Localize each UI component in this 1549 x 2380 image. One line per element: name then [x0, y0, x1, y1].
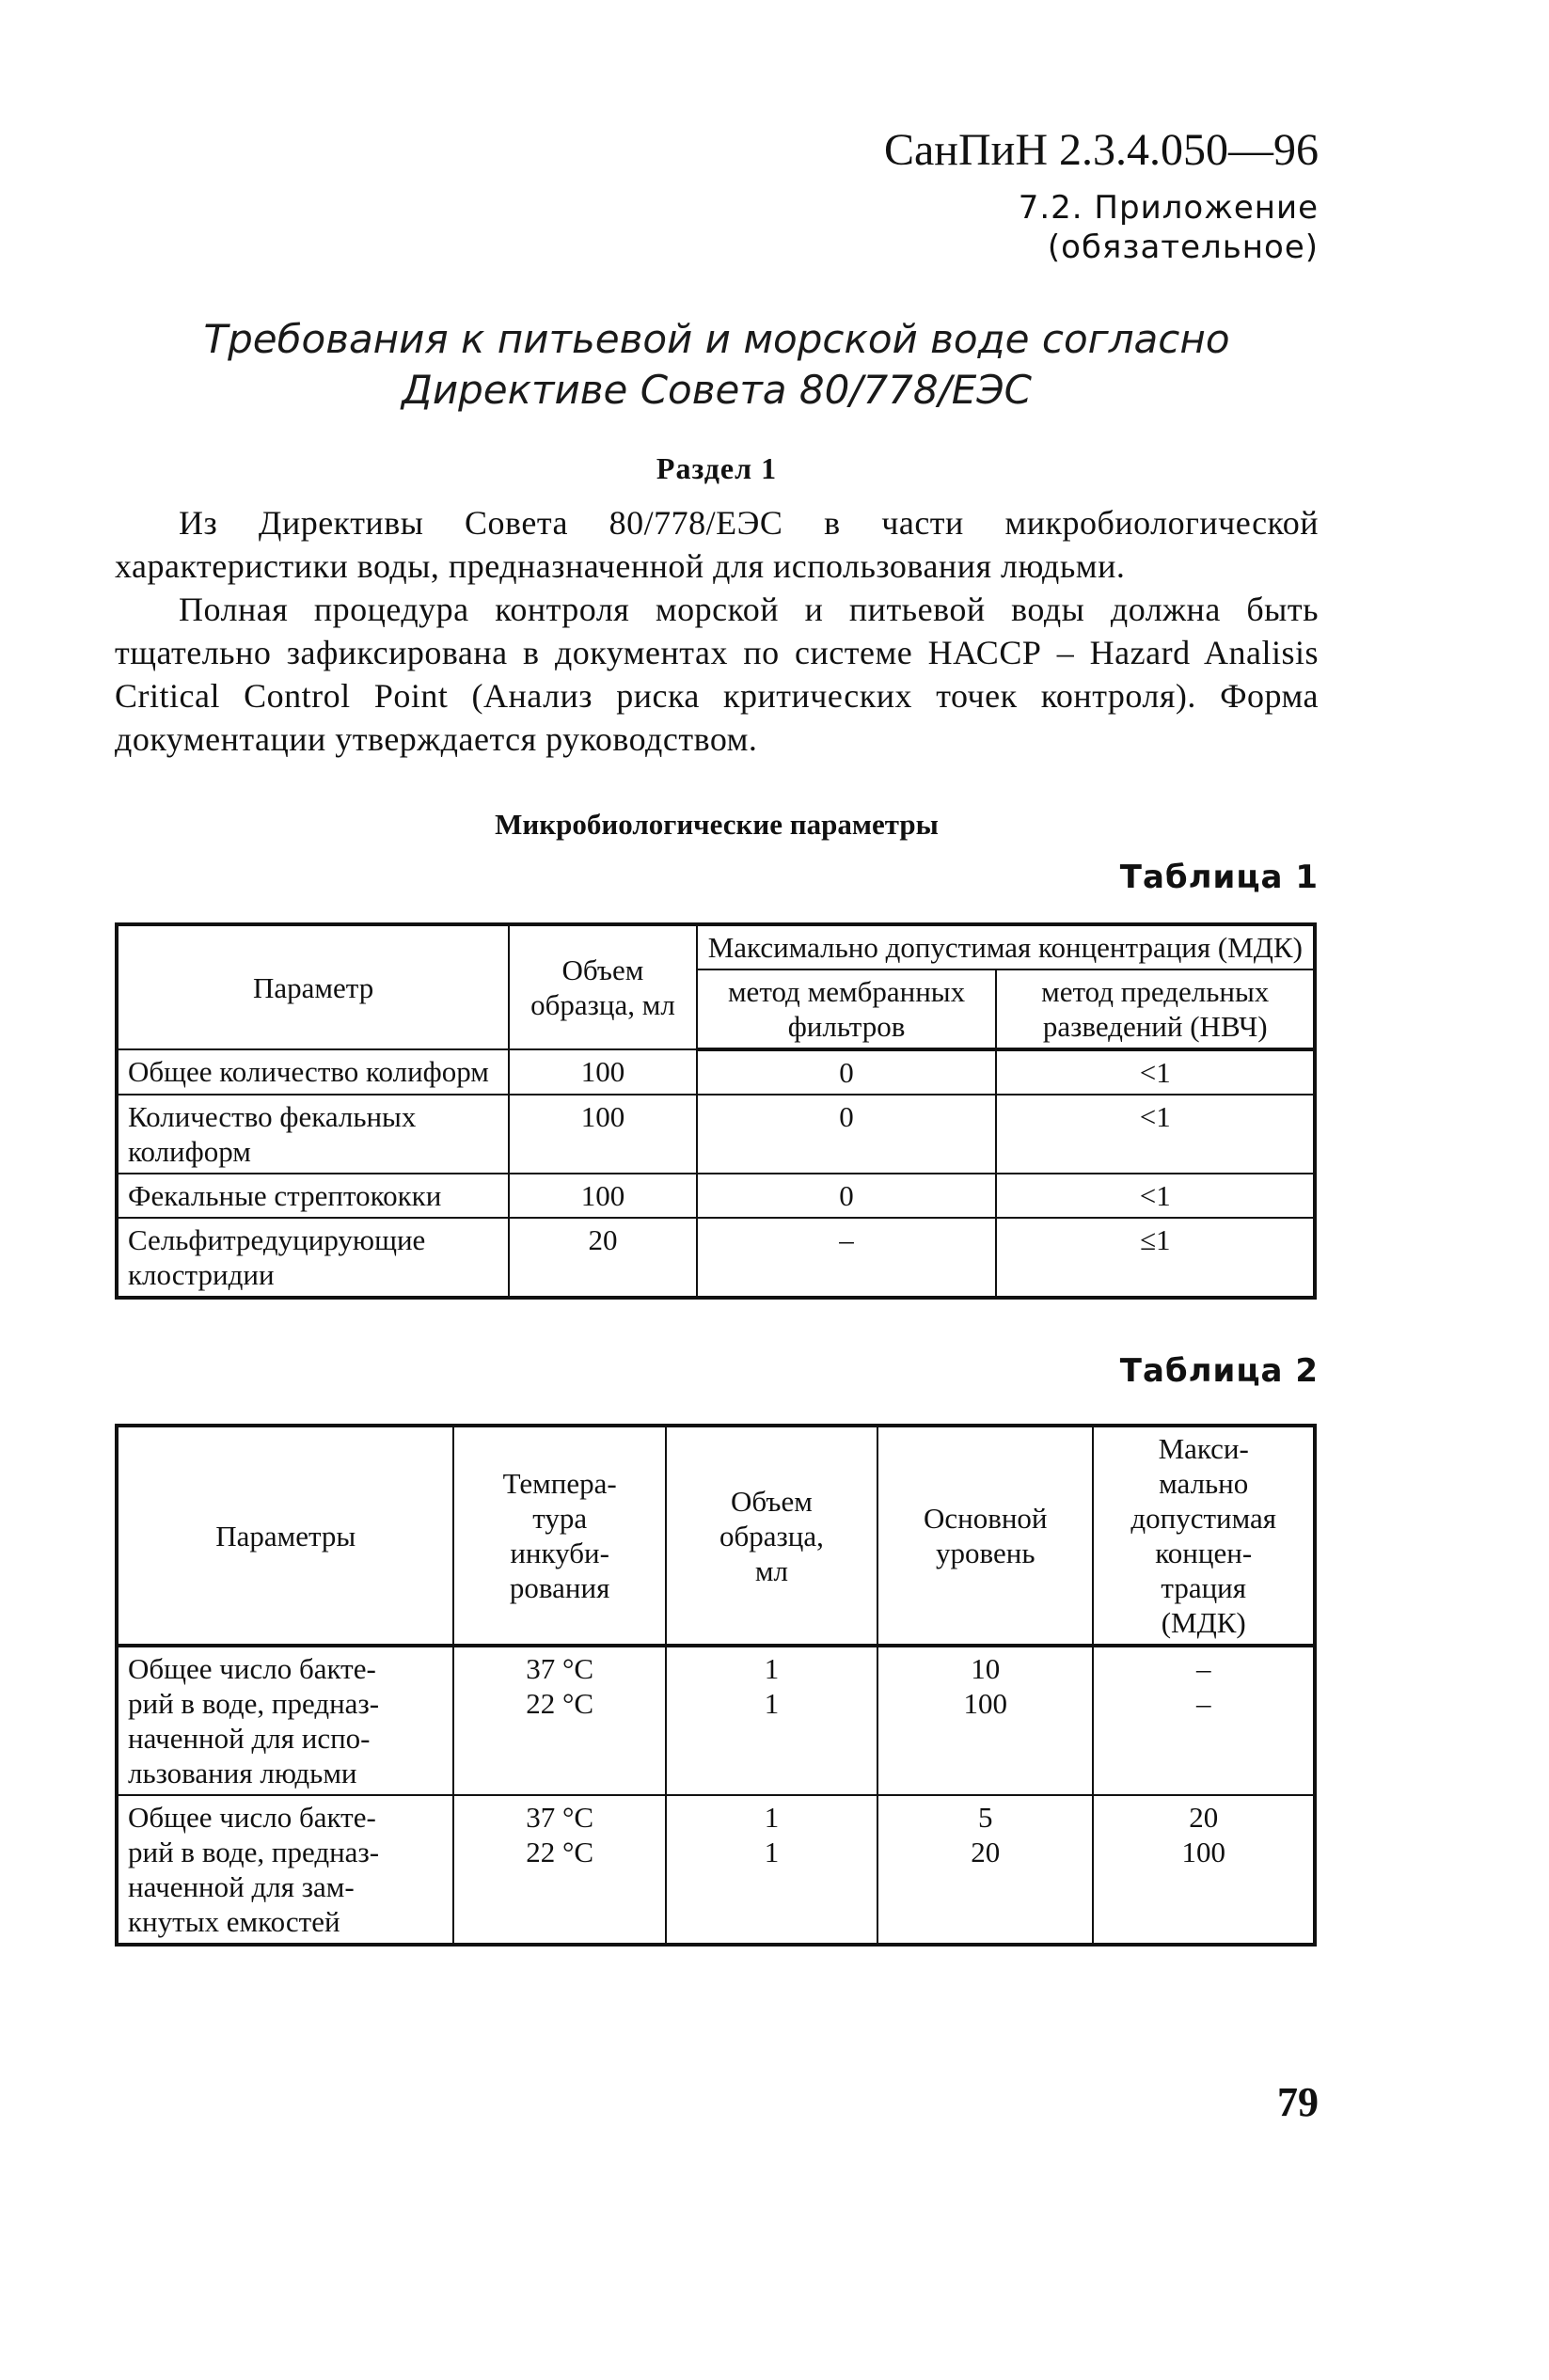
- table2-header-temperature: Темпера- тура инкуби- рования: [453, 1426, 665, 1646]
- table-cell: <1: [996, 1049, 1315, 1095]
- table-cell: Общее количество колиформ: [117, 1049, 509, 1095]
- table1-caption: Таблица 1: [1119, 859, 1319, 896]
- title-line-2: Директиве Совета 80/778/ЕЭС: [402, 367, 1032, 413]
- table-row: [117, 1795, 1315, 1945]
- table-cell: ≤1: [996, 1218, 1315, 1298]
- table-cell: 20 100: [1093, 1795, 1315, 1945]
- table-row: [117, 1049, 1315, 1095]
- table2-header-mdk: Макси- мально допустимая концен- трация (МДК): [1093, 1426, 1315, 1646]
- document-page: [115, 122, 1319, 1947]
- table-cell: 100: [509, 1095, 696, 1174]
- table1-header-volume: Объем образца, мл: [509, 924, 696, 1049]
- table-cell: 0: [697, 1174, 997, 1218]
- table-cell: 100: [509, 1049, 696, 1095]
- table-cell: 1 1: [666, 1795, 877, 1945]
- table-cell: –: [697, 1218, 997, 1298]
- table-cell: <1: [996, 1174, 1315, 1218]
- table-row: [117, 1174, 1315, 1218]
- document-title: [115, 314, 1319, 416]
- table-cell: 100: [509, 1174, 696, 1218]
- table-cell: Фекальные стрептококки: [117, 1174, 509, 1218]
- section-heading: Раздел 1: [656, 451, 778, 485]
- appendix-label: [115, 188, 1319, 267]
- table1-header-method-membrane: метод мембранных фильтров: [697, 969, 997, 1049]
- subtitle: Микробиологические параметры: [495, 808, 939, 841]
- table-cell: 0: [697, 1095, 997, 1174]
- table-row: [117, 1095, 1315, 1174]
- table-cell: <1: [996, 1095, 1315, 1174]
- table1: [115, 922, 1317, 1300]
- paragraph: Из Директивы Совета 80/778/ЕЭС в части микробиологической характеристики воды, предназначенной для использования людьми.: [115, 504, 1319, 585]
- table2-header-params: Параметры: [117, 1426, 453, 1646]
- table-cell: 37 °С 22 °С: [453, 1795, 665, 1945]
- appendix-status: (обязательное): [1047, 229, 1319, 266]
- paragraph: Полная процедура контроля морской и питьевой воды должна быть тщательно зафиксирована в документах по системе НАССР – Hazard Analisis Critical Control Point (Анализ риска критических точек контроля). Форма документации утверждается руководством.: [115, 591, 1319, 758]
- table1-header-param: Параметр: [117, 924, 509, 1049]
- appendix-number: 7.2. Приложение: [1018, 189, 1319, 227]
- table2-header-volume: Объем образца, мл: [666, 1426, 877, 1646]
- table2-header-base-level: Основной уровень: [877, 1426, 1093, 1646]
- page-number: 79: [1277, 2079, 1319, 2125]
- table2-caption: Таблица 2: [1119, 1352, 1319, 1390]
- table-cell: Общее число бакте- рий в воде, предназ- наченной для зам- кнутых емкостей: [117, 1795, 453, 1945]
- table-cell: Количество фекальных колиформ: [117, 1095, 509, 1174]
- table-cell: Общее число бакте- рий в воде, предназ- наченной для испо- льзования людьми: [117, 1646, 453, 1795]
- table-cell: 20: [509, 1218, 696, 1298]
- table1-header-mdk: Максимально допустимая концентрация (МДК): [697, 924, 1315, 969]
- table-cell: 5 20: [877, 1795, 1093, 1945]
- title-line-1: Требования к питьевой и морской воде согласно: [203, 316, 1230, 362]
- table-cell: 37 °С 22 °С: [453, 1646, 665, 1795]
- table-cell: 0: [697, 1049, 997, 1095]
- table-row: [117, 1646, 1315, 1795]
- table-cell: 10 100: [877, 1646, 1093, 1795]
- table-cell: Сельфитредуцирующие клостридии: [117, 1218, 509, 1298]
- table-cell: – –: [1093, 1646, 1315, 1795]
- table-cell: 1 1: [666, 1646, 877, 1795]
- table1-header-method-dilution: метод предельных разведений (НВЧ): [996, 969, 1315, 1049]
- table-row: [117, 1218, 1315, 1298]
- table2: [115, 1424, 1317, 1947]
- document-code: СанПиН 2.3.4.050—96: [883, 125, 1319, 175]
